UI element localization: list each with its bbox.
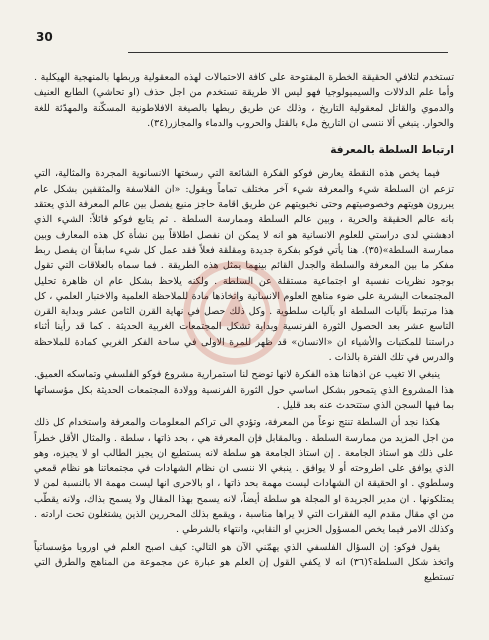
header-rule (128, 52, 448, 53)
section-title: ارتباط السلطة بالمعرفة (330, 144, 454, 157)
intro-paragraph: تستخدم لتلافي الحقيقة الخطرة المفتوحة على كافة الاحتمالات لهذه المعقولية وربطها بالمنهجية الهيكلية . وأما علم الدلالات والسيميولوجيا فهو ليس الا طريقة تستخدم من اجل حذف (او تحاشي) الطابع العنيف والدموي والقاتل لمعقولية التاريخ ، وذلك عن طريق ربطها بالصيغة الافلاطونية المسكّنة والمهدّئة للغة والحوار. ينبغي ألا ننسى ان التاريخ ملء بالقتل والحروب والدماء والمجازر(٣٤). (34, 72, 454, 129)
paragraph-1: فيما يخص هذه النقطة يعارض فوكو الفكرة الشائعة التي رسختها الانسانوية المجردة والمثالية، التي تزعم ان السلطة شيء والمعرفة شيء آخر مختلف تماماً ويقول: «ان الفلاسفة والمثقفين بشكل عام يبررون هويتهم وخصوصيتهم وحتى نخبويتهم عن طريق اقامة حاجز منيع يفصل بين عالم المعرفة الذي يعتقد بانه عالم الحقيقة والحرية ، وبين عالم السلطة وممارسة السلطة . ثم يتابع فوكو قائلاً: الشيء الذي ادهشني لدى دراستي للعلوم الانسانية هو انه لا يمكن ان نفصل اطلاقاً بين نشأة كل هذه المعارف وبين ممارسة السلطة»(٣٥). هنا يأتي فوكو بفكرة جديدة ومقلقة فعلاً فقد عمل كل شيء سابقاً ان يفصل ربط مفكر ما بين المعرفة والسلطة والجدل القائم بينهما يمثل هذه الطريقة . فما سماه بالعلاقات التي تقول بوجود نظريات نفسية او اجتماعية مستقلة عن السلطة . ولكنه يلاحظ بشكل عام ان ظاهرة تحليل المجتمعات البشرية على ضوء مناهج العلوم الانسانية واتخاذها مادة للملاحظة العلمية والاختبار العلمي ، كل هذا مرتبط بآليات السلطة او بآليات سلطوية . وكل ذلك حصل في نهاية القرن الثامن عشر وبداية القرن التاسع عشر بعد الحصول الثورة الفرنسية وبداية تشكل المجتمعات الغربية الحديثة . كما قد رأينا أثناء دراستنا للمكتبات والأشياء ان «الانسان» قد ظهر للمرة الاولى في ساحة الفكر الغربي كمادة للملاحظة والدرس في تلك الفترة بالذات . (34, 168, 455, 364)
body-text (34, 70, 454, 586)
paragraph-2: ينبغي الا تغيب عن اذهاننا هذه الفكرة لانها توضح لنا استمرارية مشروع فوكو الفلسفي وتماسكه العميق. هذا المشروع الذي يتمحور بشكل اساسي حول الثورة الفرنسية وولادة المجتمعات الحديثة بكل مؤسساتها بما فيها السجن الذي ستتحدث عنه بعد قليل . (34, 369, 454, 411)
paragraph-3: هكذا نجد أن السلطة تنتج نوعاً من المعرفة، وتؤدي الى تراكم المعلومات والمعرفة واستخدام كل ذلك من اجل المزيد من ممارسة السلطة . وبالمقابل فإن المعرفة هي ، بحد ذاتها ، سلطة . والمثال الأقل خطراً على ذلك هو استاذ الجامعة . إن استاذ الجامعة هو سلطة لانه يستطيع ان يجيز الطالب او لا يجيزه، وهو الذي يوافق على اطروحته أو لا يوافق . ينبغي الا ننسى ان نظام الشهادات في مجتمعاتنا هو نظام قمعي وسلطوي . او الحقيقة ان الشهادات ليست مهمة بحد ذاتها ، او بالاحرى انها ليست مهمة الا بالنسبة لمن لا يمتلكونها . ان مدير الجريدة او المجلة هو سلطة أيضاً، لانه يسمح بهذا المقال ولا يسمح بذاك، ولانه يقطّب من اي مقال مقدم اليه الفقرات التي لا يراها مناسبة ، ويقمع بذلك المحررين الذين يشتغلون تحت ارادته . وكذلك الامر فيما يخص المسؤول الحزبي او النقابي، وانتهاء بالشرطي . (34, 417, 454, 536)
paragraph-4: يقول فوكو: إن السؤال الفلسفي الذي يهمّني الآن هو التالي: كيف اصبح العلم في اوروبا مؤسساتياً واتخذ شكل السلطة؟(٣٦) انه لا يكفي القول إن العلم هو عبارة عن مجموعة من المناهج والطرق التي تستطيع (34, 541, 454, 584)
page-number: 30 (36, 30, 53, 44)
